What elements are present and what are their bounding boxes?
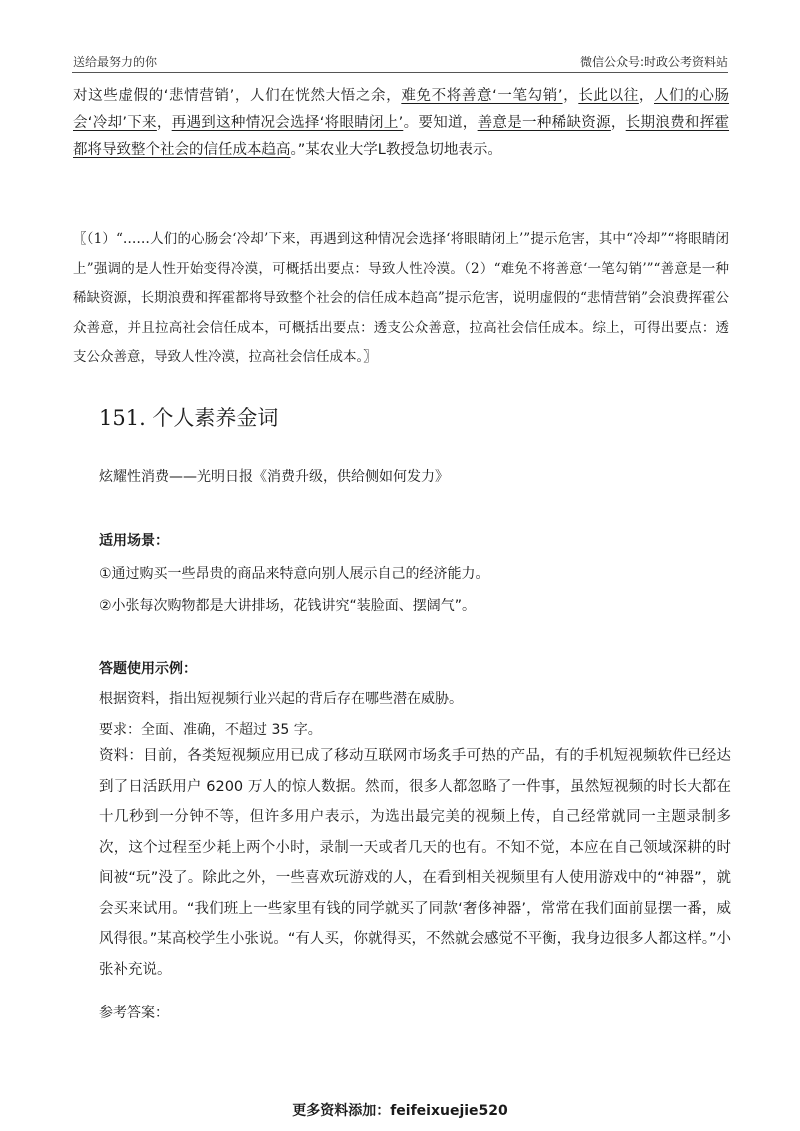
scenes-label: 适用场景： [99,533,169,549]
intro-text: 。要知道， [403,115,478,131]
intro-text: ， [156,115,172,131]
intro-underline: 长期浪费和挥霍都将导致整个社会的信任成本趋高 [73,115,730,158]
intro-text: 。”某农业大学L教授急切地表示。 [290,142,502,158]
header-divider [72,72,728,73]
intro-underline: 人们的心肠会‘冷却’下来 [73,88,730,131]
analysis-paragraph: 〖（1）“……人们的心肠会‘冷却’下来，再遇到这种情况会选择‘将眼睛闭上’”提示危害，其中“冷却”“将眼睛闭上”强调的是人性开始变得冷漠，可概括出要点：导致人性冷漠。（2）“难免不将善意‘一笔勾销’”“善意是一种稀缺资源，长期浪费和挥霍都将导致整个社会的信任成本趋高”提示危害，说明虚假的“悲情营销”会浪费挥霍公众善意，并且拉高社会信任成本，可概括出要点：透支公众善意，拉高社会信任成本。综上，可得出要点：透支公众善意，导致人性冷漠，拉高社会信任成本。〗 [73,231,729,365]
intro-paragraph [73,83,729,164]
example-requirement: 要求：全面、准确，不超过 35 字。 [99,722,322,738]
intro-underline: 难免不将善意‘一笔勾销’ [401,88,563,104]
scene-item: ②小张每次购物都是大讲排场，花钱讲究“装脸面、摆阔气”。 [99,598,477,614]
example-label: 答题使用示例： [99,661,197,677]
intro-text: ， [562,88,579,104]
intro-underline: 长此以往 [578,88,639,104]
intro-underline: 再遇到这种情况会选择‘将眼睛闭上’ [171,115,404,131]
header-left-text: 送给最努力的你 [73,55,158,69]
answer-label: 参考答案： [99,1005,169,1021]
intro-underline: 善意是一种稀缺资源 [477,115,611,131]
page-footer: 更多资料添加：feifeixuejie520 [292,1103,508,1119]
header-right-text: 微信公众号:时政公考资料站 [579,55,728,69]
section-subtitle: 炫耀性消费——光明日报《消费升级，供给侧如何发力》 [99,469,449,485]
intro-text: ， [610,115,626,131]
section-title: 151. 个人素养金词 [99,406,279,430]
example-material: 资料：目前，各类短视频应用已成了移动互联网市场炙手可热的产品，有的手机短视频软件已经达到了日活跃用户 6200 万人的惊人数据。然而，很多人都忽略了一件事，虽然短视频的时长大都在十几秒到一分钟不等，但许多用户表示，为选出最完美的视频上传，自己经常就同一主题录制多次，这个过程至少耗上两个小时，录制一天或者几天的也有。不知不觉，本应在自己领域深耕的时间被“玩”没了。除此之外，一些喜欢玩游戏的人，在看到相关视频里有人使用游戏中的“神器”，就会买来试用。“我们班上一些家里有钱的同学就买了同款‘奢侈神器’，常常在我们面前显摆一番，威风得很。”某高校学生小张说。“有人买，你就得买，不然就会感觉不平衡，我身边很多人都这样。”小张补充说。 [99,748,731,978]
intro-text: 对这些虚假的‘悲情营销’，人们在恍然大悟之余， [73,88,402,104]
intro-text: ， [638,88,654,104]
example-question: 根据资料，指出短视频行业兴起的背后存在哪些潜在威胁。 [99,691,463,707]
scene-item: ①通过购买一些昂贵的商品来特意向别人展示自己的经济能力。 [99,566,490,582]
